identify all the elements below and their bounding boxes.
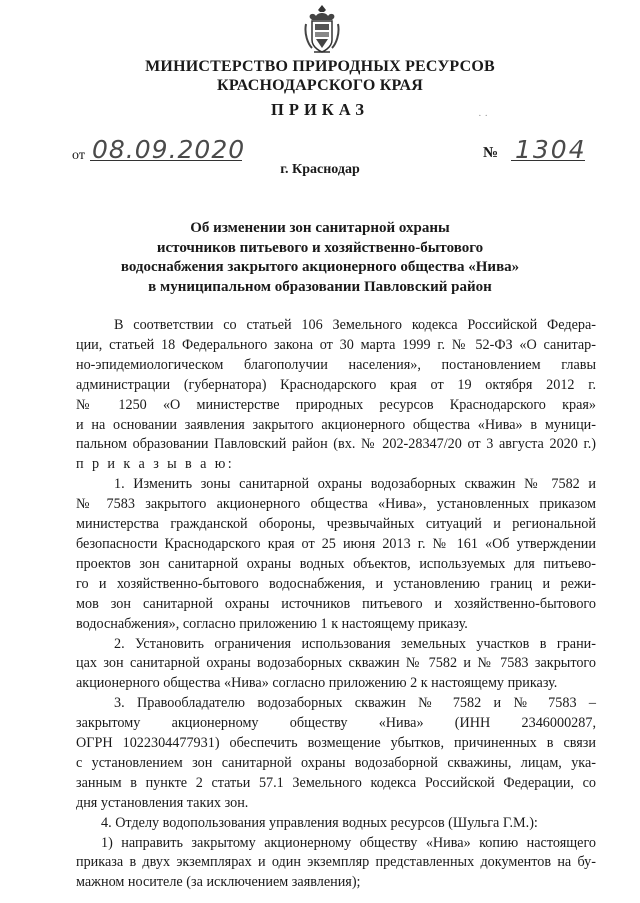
city: г. Краснодар	[280, 162, 360, 177]
body-line: 1. Изменить зоны санитарной охраны водозаборных скважин № 7582 и	[114, 476, 596, 493]
ministry-name-line1: МИНИСТЕРСТВО ПРИРОДНЫХ РЕСУРСОВ	[145, 58, 495, 75]
body-line: № 7583 закрытого акционерного общества «Нива», установленных приказом	[76, 496, 596, 513]
body-line: цах зон санитарной охраны водозаборных скважин № 7582 и № 7583 закрытого	[76, 655, 596, 672]
order-date: 08.09.2020	[92, 135, 246, 164]
body-line: № 1250 «О министерстве природных ресурсов Краснодарского края»	[76, 396, 596, 413]
body-line: ции, статьей 18 Федерального закона от 30 марта 1999 г. № 52-ФЗ «О санитар-	[76, 336, 596, 353]
body-line: администрации (губернатора) Краснодарского края от 19 октября 2012 г.	[76, 376, 596, 393]
document-type: ПРИКАЗ	[271, 100, 369, 119]
body-line: 1) направить закрытому акционерному обществу «Нива» копию настоящего	[101, 834, 596, 851]
body-line: проектов зон санитарной охраны водных объектов, используемых для питьево-	[76, 555, 596, 572]
heading-line: водоснабжения закрытого акционерного общества «Нива»	[120, 259, 520, 275]
body-line: с установлением зон санитарной охраны водозаборной скважины, лицам, ука-	[76, 754, 596, 771]
body-line: но-эпидемиологическом благополучии населения», постановлением главы	[76, 356, 596, 373]
order-number: 1304	[515, 135, 587, 164]
ministry-name-line2: КРАСНОДАРСКОГО КРАЯ	[217, 77, 423, 94]
coat-of-arms-icon	[304, 4, 340, 56]
body-line: В соответствии со статьей 106 Земельного кодекса Российской Федера-	[114, 317, 596, 333]
body-line: водоснабжения», согласно приложению 1 к настоящему приказу.	[76, 615, 468, 632]
order-verb: п р и к а з ы в а ю:	[76, 456, 235, 473]
body-line: пальном образовании Павловский район (вх. № 202-28347/20 от 3 августа 2020 г.)	[76, 436, 596, 453]
order-body	[76, 316, 596, 893]
body-line: дня установления таких зон.	[76, 794, 249, 811]
body-line: занным в пункте 2 статьи 57.1 Земельного кодекса Российской Федерации, со	[76, 774, 596, 791]
heading-line: Об изменении зон санитарной охраны	[190, 220, 450, 236]
date-underline	[90, 160, 242, 161]
body-line: 4. Отделу водопользования управления водных ресурсов (Шульга Г.М.):	[101, 814, 538, 831]
body-line: закрытому акционерному обществу «Нива» (ИНН 2346000287,	[76, 715, 596, 732]
body-line: министерства гражданской обороны, чрезвычайных ситуаций и региональной	[76, 516, 596, 533]
body-line: мажном носителе (за исключением заявления);	[76, 874, 361, 891]
heading-line: в муниципальном образовании Павловский район	[148, 278, 492, 295]
heading-line: источников питьевого и хозяйственно-бытового	[156, 239, 484, 256]
body-line: безопасности Краснодарского края от 25 июня 2013 г. № 161 «Об утверждении	[76, 535, 596, 552]
number-prefix: №	[483, 145, 499, 161]
order-heading	[0, 219, 640, 297]
emblem	[304, 4, 340, 56]
date-prefix: от	[72, 148, 85, 163]
body-line: мов зон санитарной охраны источников питьевого и хозяйственно-бытового	[76, 595, 596, 612]
number-underline	[511, 160, 585, 161]
body-line: приказа в двух экземплярах и один экземпляр представленных документов на бу-	[76, 854, 596, 871]
body-line: ОГРН 1022304477931) обеспечить возмещение убытков, причиненных в связи	[76, 735, 596, 752]
body-line: акционерного общества «Нива» согласно приложению 2 к настоящему приказу.	[76, 675, 558, 692]
scan-mark-icon: · ·	[478, 110, 489, 122]
body-line: 2. Установить ограничения использования земельных участков в грани-	[114, 635, 596, 652]
body-line: го и хозяйственно-бытового водоснабжения, и установлению границ и режи-	[76, 575, 596, 592]
body-line: и на основании заявления закрытого акционерного общества «Нива» в муници-	[76, 416, 596, 433]
body-line: 3. Правообладателю водозаборных скважин № 7582 и № 7583 –	[114, 695, 596, 712]
